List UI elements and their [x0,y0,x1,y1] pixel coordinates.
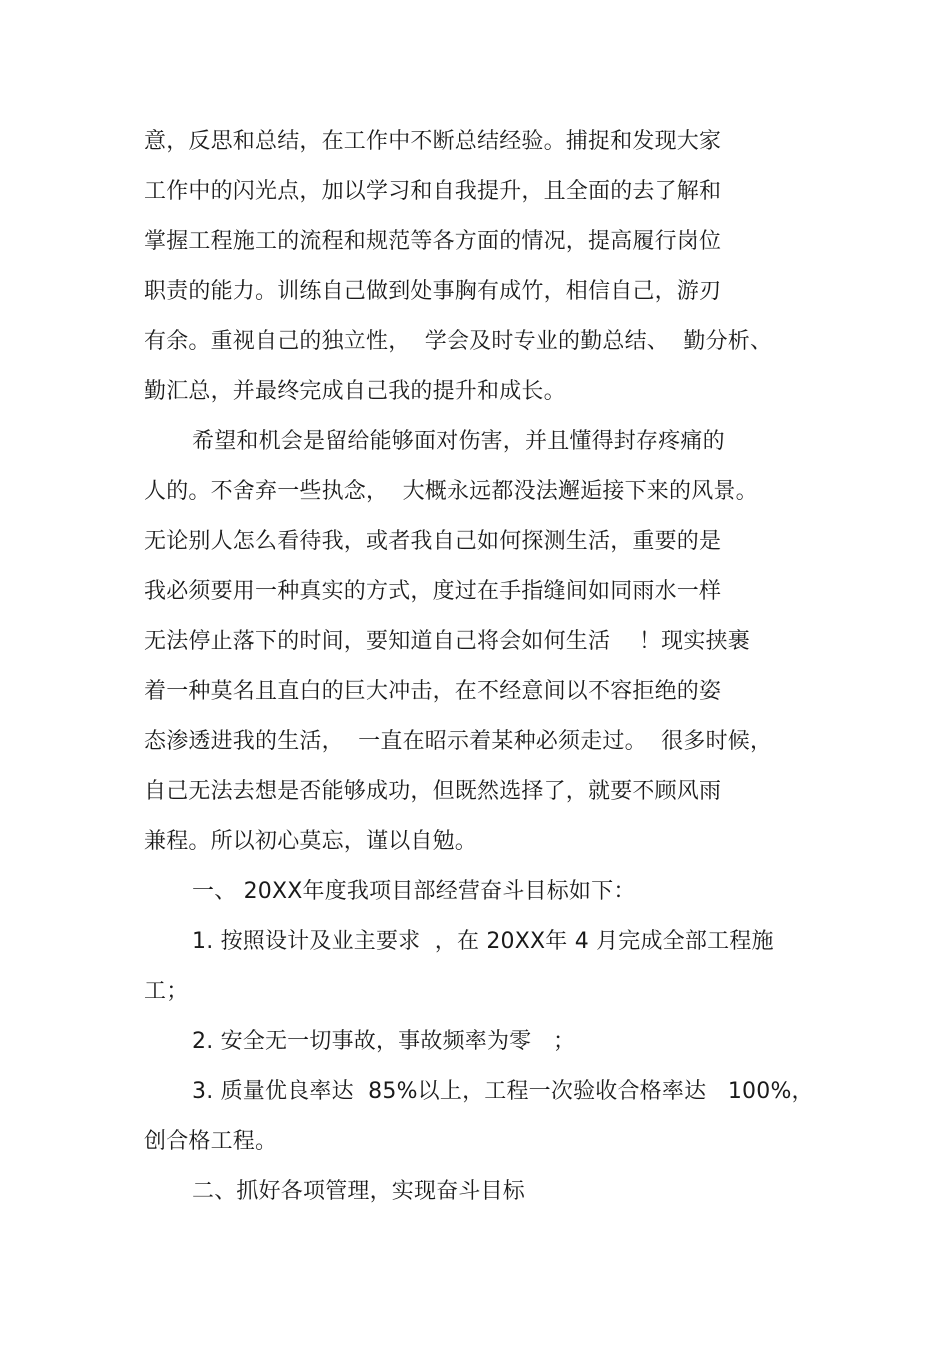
text-line: 职责的能力。训练自己做到处事胸有成竹，相信自己，游刃 [144,279,722,304]
section-heading: 二、抓好各项管理，实现奋斗目标 [192,1179,526,1204]
text-line: 意，反思和总结，在工作中不断总结经验。捕捉和发现大家 [144,129,722,154]
text-line: 态渗透进我的生活， 一直在昭示着某种必须走过。 很多时候， [144,729,773,754]
list-item-continuation: 工； [144,979,189,1004]
text-line: 我必须要用一种真实的方式，度过在手指缝间如同雨水一样 [144,579,722,604]
text-line: 无论别人怎么看待我，或者我自己如何探测生活，重要的是 [144,529,722,554]
list-item: 2. 安全无一切事故，事故频率为零 ； [192,1029,576,1054]
list-item: 3. 质量优良率达 85%以上，工程一次验收合格率达 100%， [192,1079,814,1104]
text-line: 兼程。所以初心莫忘，谨以自勉。 [144,829,478,854]
text-line: 掌握工程施工的流程和规范等各方面的情况，提高履行岗位 [144,229,722,254]
text-line: 有余。重视自己的独立性， 学会及时专业的勤总结、 勤分析、 [144,329,773,354]
text-line: 着一种莫名且直白的巨大冲击，在不经意间以不容拒绝的姿 [144,679,722,704]
text-line: 工作中的闪光点，加以学习和自我提升，且全面的去了解和 [144,179,722,204]
text-line: 自己无法去想是否能够成功，但既然选择了，就要不顾风雨 [144,779,722,804]
list-item: 1. 按照设计及业主要求 ，在 20XX年 4 月完成全部工程施 [192,929,774,954]
text-line: 无法停止落下的时间，要知道自己将会如何生活 ！现实挟裹 [144,629,750,654]
section-heading: 一、 20XX年度我项目部经营奋斗目标如下： [192,879,636,904]
list-item-continuation: 创合格工程。 [144,1129,278,1154]
text-line: 勤汇总，并最终完成自己我的提升和成长。 [144,379,566,404]
text-line: 人的。不舍弃一些执念， 大概永远都没法邂逅接下来的风景。 [144,479,758,504]
paragraph-start-line: 希望和机会是留给能够面对伤害，并且懂得封存疼痛的 [192,429,725,454]
